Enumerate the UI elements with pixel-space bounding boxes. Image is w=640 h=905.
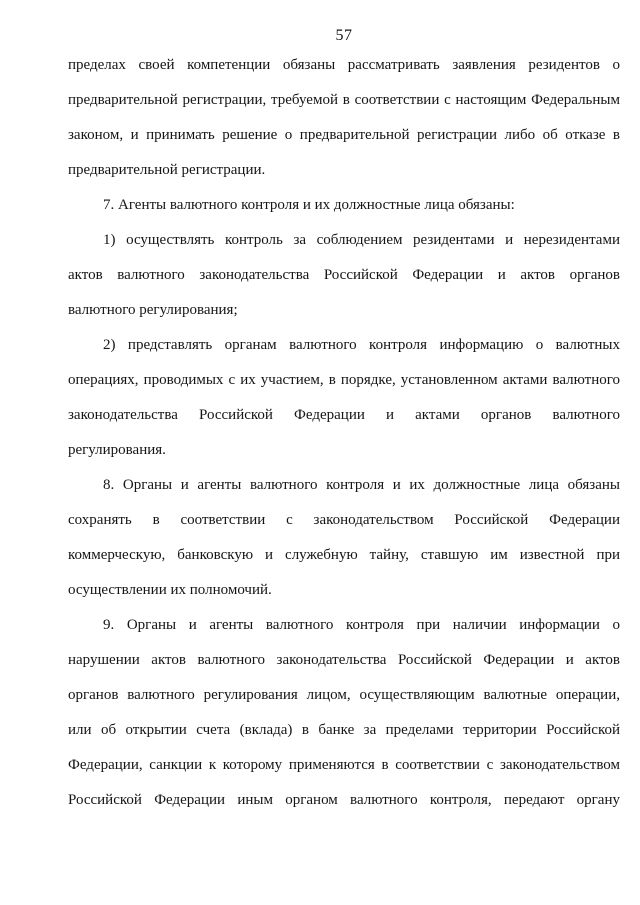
text-line: законодательства Российской Федерации и актами органов валютного [68, 407, 620, 423]
text-line: законом, и принимать решение о предварительной регистрации либо об отказе в [68, 127, 620, 143]
text-line: 9. Органы и агенты валютного контроля при наличии информации о [103, 617, 620, 633]
text-line: 2) представлять органам валютного контроля информацию о валютных [103, 337, 620, 353]
text-line: осуществлении их полномочий. [68, 582, 272, 598]
text-line: актов валютного законодательства Российской Федерации и актов органов [68, 267, 620, 283]
text-line: предварительной регистрации, требуемой в соответствии с настоящим Федеральным [68, 92, 620, 108]
text-line: 8. Органы и агенты валютного контроля и их должностные лица обязаны [103, 477, 620, 493]
text-line: валютного регулирования; [68, 302, 238, 318]
text-line: операциях, проводимых с их участием, в порядке, установленном актами валютного [68, 372, 620, 388]
text-line: Российской Федерации иным органом валютного контроля, передают органу [68, 792, 620, 808]
text-line: регулирования. [68, 442, 166, 458]
text-line: коммерческую, банковскую и служебную тайну, ставшую им известной при [68, 547, 620, 563]
text-line: сохранять в соответствии с законодательством Российской Федерации [68, 512, 620, 528]
page-number: 57 [335, 27, 353, 44]
text-block [68, 24, 620, 818]
text-line: нарушении актов валютного законодательства Российской Федерации и актов [68, 652, 620, 668]
text-line: предварительной регистрации. [68, 162, 266, 178]
text-line: Федерации, санкции к которому применяются в соответствии с законодательством [68, 757, 620, 773]
text-line: пределах своей компетенции обязаны рассматривать заявления резидентов о [68, 57, 620, 73]
text-line: органов валютного регулирования лицом, осуществляющим валютные операции, [68, 687, 620, 703]
text-line: или об открытии счета (вклада) в банке за пределами территории Российской [68, 722, 620, 738]
text-line: 7. Агенты валютного контроля и их должностные лица обязаны: [103, 197, 515, 213]
text-line: 1) осуществлять контроль за соблюдением резидентами и нерезидентами [103, 232, 620, 248]
